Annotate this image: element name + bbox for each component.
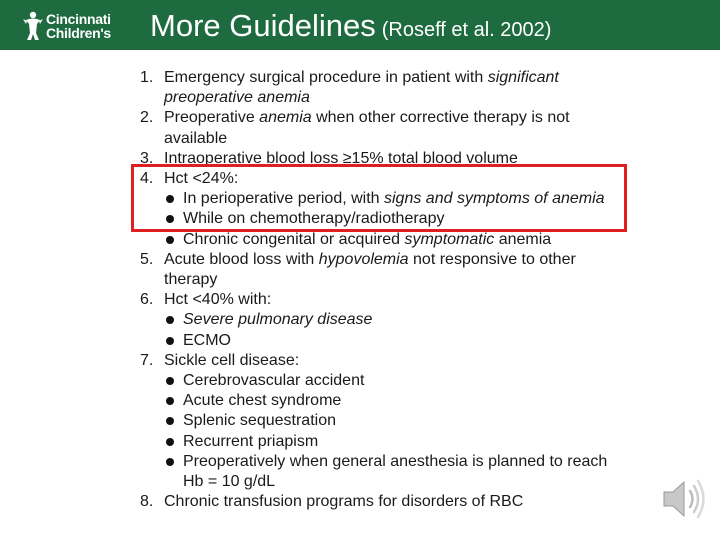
bullet-icon — [166, 316, 174, 324]
bullet-item — [140, 310, 620, 330]
title-main: More Guidelines — [150, 8, 376, 43]
bullet-italic-text: signs and symptoms of anemia — [384, 190, 605, 208]
item-italic-text: hypovolemia — [318, 250, 409, 268]
bullet-item — [140, 432, 620, 452]
bullet-text: Preoperatively when general anesthesia is planned to reach Hb = 10 g/dL — [183, 452, 608, 491]
header-bar — [0, 0, 720, 50]
bullet-icon — [166, 236, 174, 244]
bullet-item — [140, 331, 620, 351]
item-text: when other corrective therapy is not available — [164, 109, 570, 147]
logo-text-line1: Cincinnati — [46, 11, 111, 27]
title-citation: (Roseff et al. 2002) — [381, 19, 552, 41]
child-figure-icon — [22, 11, 44, 41]
bullet-icon — [166, 438, 174, 446]
bullet-text: In perioperative period, with — [183, 190, 384, 208]
bullet-item — [140, 230, 620, 250]
item-text: Sickle cell disease: — [164, 351, 300, 369]
bullet-icon — [166, 417, 174, 425]
item-number: 4. — [140, 170, 154, 188]
list-item-5 — [140, 250, 620, 290]
bullet-italic-text: symptomatic — [404, 230, 495, 248]
item-text: Hct <40% with: — [164, 291, 272, 309]
bullet-text: Acute chest syndrome — [183, 392, 342, 410]
list-item-6 — [140, 290, 620, 310]
bullet-text: Recurrent priapism — [183, 432, 319, 450]
guidelines-list — [140, 68, 620, 512]
logo-text-line2: Children's — [46, 25, 111, 41]
item-number: 5. — [140, 250, 154, 268]
item-text: not responsive to other therapy — [164, 250, 576, 289]
bullet-icon — [166, 377, 174, 385]
bullet-icon — [166, 458, 174, 466]
slide-title — [150, 9, 551, 47]
bullet-text: While on chemotherapy/radiotherapy — [183, 210, 445, 228]
item-text: Preoperative — [164, 109, 260, 127]
bullet-icon — [166, 397, 174, 405]
bullet-item — [140, 391, 620, 411]
item-text: Acute blood loss with — [164, 250, 319, 268]
highlight-box — [131, 164, 627, 232]
item-italic-text: anemia — [259, 109, 312, 127]
item-number: 2. — [140, 109, 154, 127]
item-number: 6. — [140, 291, 154, 309]
bullet-text: Splenic sequestration — [183, 412, 336, 430]
bullet-item — [140, 411, 620, 431]
list-item-8 — [140, 492, 620, 512]
list-item-7 — [140, 351, 620, 371]
item-number: 1. — [140, 69, 154, 86]
item-number: 8. — [140, 493, 154, 511]
speaker-icon[interactable] — [660, 476, 708, 522]
item-text: Chronic transfusion programs for disorders of RBC — [164, 493, 524, 511]
bullet-italic-text: Severe pulmonary disease — [183, 311, 373, 329]
item-text: Intraoperative blood loss ≥15% total blood volume — [164, 149, 518, 167]
bullet-item — [140, 371, 620, 391]
bullet-text: Chronic congenital or acquired — [183, 230, 405, 248]
list-item-1 — [140, 68, 620, 108]
bullet-item — [140, 452, 620, 492]
item-text: Emergency surgical procedure in patient with — [164, 69, 488, 86]
item-number: 7. — [140, 351, 154, 369]
item-italic-text: significant preoperative anemia — [164, 69, 559, 107]
item-number: 3. — [140, 149, 154, 167]
bullet-text: Cerebrovascular accident — [183, 372, 365, 390]
bullet-icon — [166, 337, 174, 345]
bullet-text: anemia — [494, 230, 552, 248]
item-text: Hct <24%: — [164, 170, 239, 188]
cincinnati-childrens-logo — [22, 9, 132, 43]
list-item-2 — [140, 108, 620, 148]
bullet-text: ECMO — [183, 331, 231, 349]
